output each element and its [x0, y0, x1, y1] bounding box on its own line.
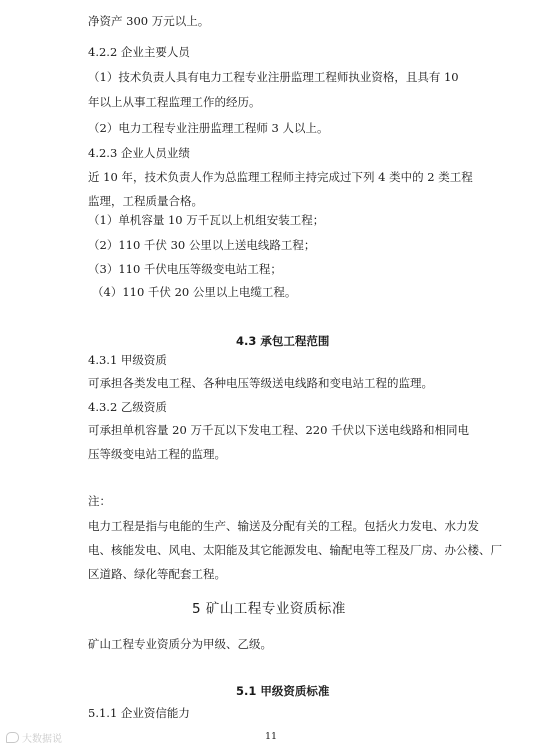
text-line: （2）电力工程专业注册监理工程师 3 人以上。: [88, 121, 329, 135]
text-line: 区道路、绿化等配套工程。: [88, 567, 226, 581]
note-label: 注：: [88, 494, 111, 508]
text-line: 压等级变电站工程的监理。: [88, 447, 226, 461]
subsection-heading: 4.3.1 甲级资质: [88, 353, 167, 367]
subsection-heading: 5.1.1 企业资信能力: [88, 706, 190, 720]
section-heading: 4.3 承包工程范围: [236, 334, 330, 348]
text-line: 可承担各类发电工程、各种电压等级送电线路和变电站工程的监理。: [88, 376, 433, 390]
list-item: （2）110 千伏 30 公里以上送电线路工程；: [88, 238, 316, 252]
text-line: 电、核能发电、风电、太阳能及其它能源发电、输配电等工程及厂房、办公楼、厂: [88, 543, 502, 557]
text-line: 电力工程是指与电能的生产、输送及分配有关的工程。包括火力发电、水力发: [88, 519, 479, 533]
text-line: 年以上从事工程监理工作的经历。: [88, 95, 261, 109]
subsection-heading: 4.2.2 企业主要人员: [88, 45, 190, 59]
page-number: 11: [264, 731, 278, 742]
list-item: （4）110 千伏 20 公里以上电缆工程。: [92, 285, 297, 299]
watermark: 大数据说: [6, 730, 62, 745]
chapter-heading: 5 矿山工程专业资质标准: [192, 601, 346, 617]
list-item: （1）单机容量 10 万千瓦以上机组安装工程；: [88, 213, 325, 227]
text-line: （1）技术负责人具有电力工程专业注册监理工程师执业资格，且具有 10: [88, 70, 459, 84]
text-line: 可承担单机容量 20 万千瓦以下发电工程、220 千伏以下送电线路和相同电: [88, 423, 470, 437]
section-heading: 5.1 甲级资质标准: [236, 684, 330, 698]
list-item: （3）110 千伏电压等级变电站工程；: [88, 262, 282, 276]
subsection-heading: 4.2.3 企业人员业绩: [88, 146, 190, 160]
text-line: 监理，工程质量合格。: [88, 194, 203, 208]
text-line: 近 10 年，技术负责人作为总监理工程师主持完成过下列 4 类中的 2 类工程: [88, 170, 473, 184]
text-line: 矿山工程专业资质分为甲级、乙级。: [88, 637, 272, 651]
subsection-heading: 4.3.2 乙级资质: [88, 400, 167, 414]
text-line: 净资产 300 万元以上。: [88, 14, 210, 28]
